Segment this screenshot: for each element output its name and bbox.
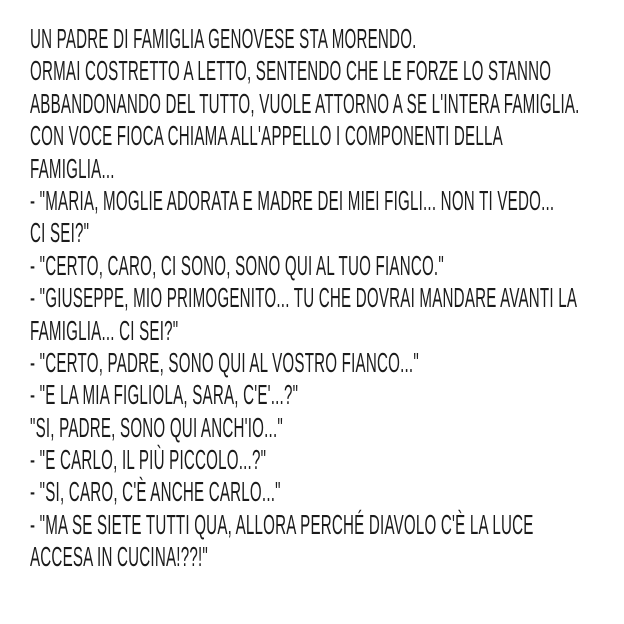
text-line: CI SEI?" — [30, 217, 90, 249]
text-line: - "CERTO, PADRE, SONO QUI AL VOSTRO FIANCO..." — [30, 346, 419, 378]
text-line: - "GIUSEPPE, MIO PRIMOGENITO... TU CHE DOVRAI MANDARE AVANTI LA — [30, 282, 578, 314]
text-line: "SI, PADRE, SONO QUI ANCH'IO..." — [30, 411, 283, 443]
text-line: - "MARIA, MOGLIE ADORATA E MADRE DEI MIEI FIGLI... NON TI VEDO... — [30, 184, 555, 216]
text-line: ABBANDONANDO DEL TUTTO, VUOLE ATTORNO A SE L'INTERA FAMIGLIA. — [30, 87, 580, 119]
text-line: - "E CARLO, IL PIÙ PICCOLO...?" — [30, 444, 267, 476]
text-line: - "E LA MIA FIGLIOLA, SARA, C'E'...?" — [30, 379, 299, 411]
text-line: ORMAI COSTRETTO A LETTO, SENTENDO CHE LE FORZE LO STANNO — [30, 55, 552, 87]
text-line: - "SI, CARO, C'È ANCHE CARLO..." — [30, 476, 281, 508]
text-line: CON VOCE FIOCA CHIAMA ALL'APPELLO I COMPONENTI DELLA — [30, 120, 503, 152]
text-line: - "MA SE SIETE TUTTI QUA, ALLORA PERCHÉ DIAVOLO C'È LA LUCE — [30, 508, 534, 540]
text-line: FAMIGLIA... CI SEI?" — [30, 314, 179, 346]
text-line: ACCESA IN CUCINA!??!" — [30, 541, 208, 573]
text-line: - "CERTO, CARO, CI SONO, SONO QUI AL TUO FIANCO." — [30, 249, 444, 281]
text-line: FAMIGLIA... — [30, 152, 115, 184]
joke-text-block — [30, 23, 624, 574]
text-line: UN PADRE DI FAMIGLIA GENOVESE STA MORENDO. — [30, 23, 417, 54]
